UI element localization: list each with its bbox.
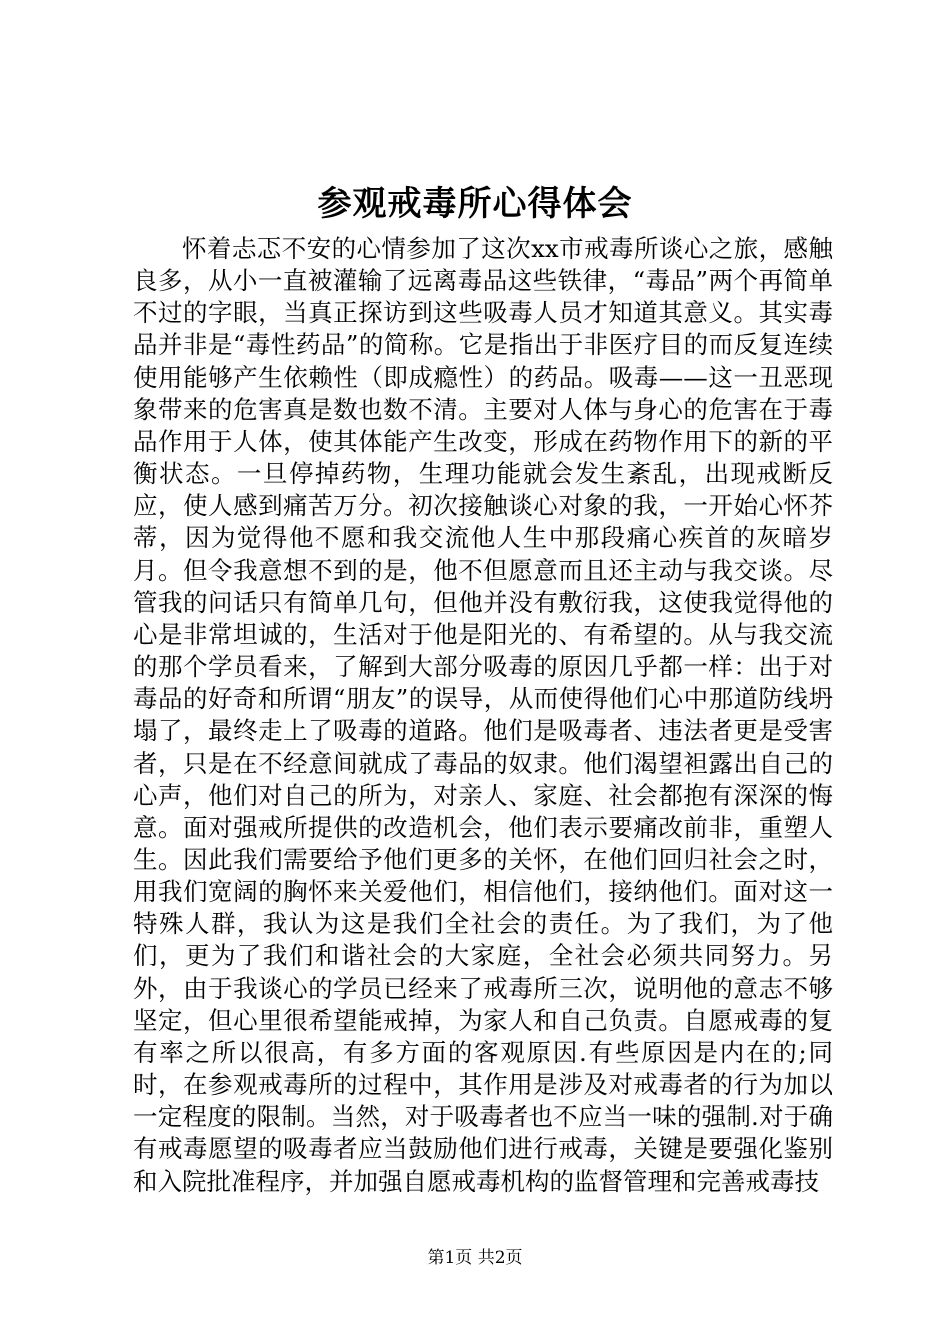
document-title: 参观戒毒所心得体会 [317, 184, 633, 224]
page-number-footer: 第1页 共2页 [427, 1248, 523, 1268]
document-body-paragraph: 怀着忐忑不安的心情参加了这次xx市戒毒所谈心之旅，感触良多，从小一直被灌输了远离毒品这些铁律，“毒品”两个再简单不过的字眼，当真正探访到这些吸毒人员才知道其意义。其实毒品并非是“毒性药品”的简称。它是指出于非医疗目的而反复连续使用能够产生依赖性（即成瘾性）的药品。吸毒——这一丑恶现象带来的危害真是数也数不清。主要对人体与身心的危害在于毒品作用于人体，使其体能产生改变，形成在药物作用下的新的平衡状态。一旦停掉药物，生理功能就会发生紊乱，出现戒断反应，使人感到痛苦万分。初次接触谈心对象的我，一开始心怀芥蒂，因为觉得他不愿和我交流他人生中那段痛心疾首的灰暗岁月。但令我意想不到的是，他不但愿意而且还主动与我交谈。尽管我的问话只有简单几句，但他并没有敷衍我，这使我觉得他的心是非常坦诚的，生活对于他是阳光的、有希望的。从与我交流的那个学员看来，了解到大部分吸毒的原因几乎都一样：出于对毒品的好奇和所谓“朋友”的误导，从而使得他们心中那道防线坍塌了，最终走上了吸毒的道路。他们是吸毒者、违法者更是受害者，只是在不经意间就成了毒品的奴隶。他们渴望袒露出自己的心声，他们对自己的所为，对亲人、家庭、社会都抱有深深的悔意。面对强戒所提供的改造机会，他们表示要痛改前非，重塑人生。因此我们需要给予他们更多的关怀，在他们回归社会之时，用我们宽阔的胸怀来关爱他们，相信他们，接纳他们。面对这一特殊人群，我认为这是我们全社会的责任。为了我们，为了他们，更为了我们和谐社会的大家庭，全社会必须共同努力。另外，由于我谈心的学员已经来了戒毒所三次，说明他的意志不够坚定，但心里很希望能戒掉，为家人和自己负责。自愿戒毒的复有率之所以很高，有多方面的客观原因.有些原因是内在的;同时，在参观戒毒所的过程中，其作用是涉及对戒毒者的行为加以一定程度的限制。当然，对于吸毒者也不应当一味的强制.对于确有戒毒愿望的吸毒者应当鼓励他们进行戒毒，关键是要强化鉴别和入院批准程序，并加强自愿戒毒机构的监督管理和完善戒毒技 [133, 234, 833, 1196]
